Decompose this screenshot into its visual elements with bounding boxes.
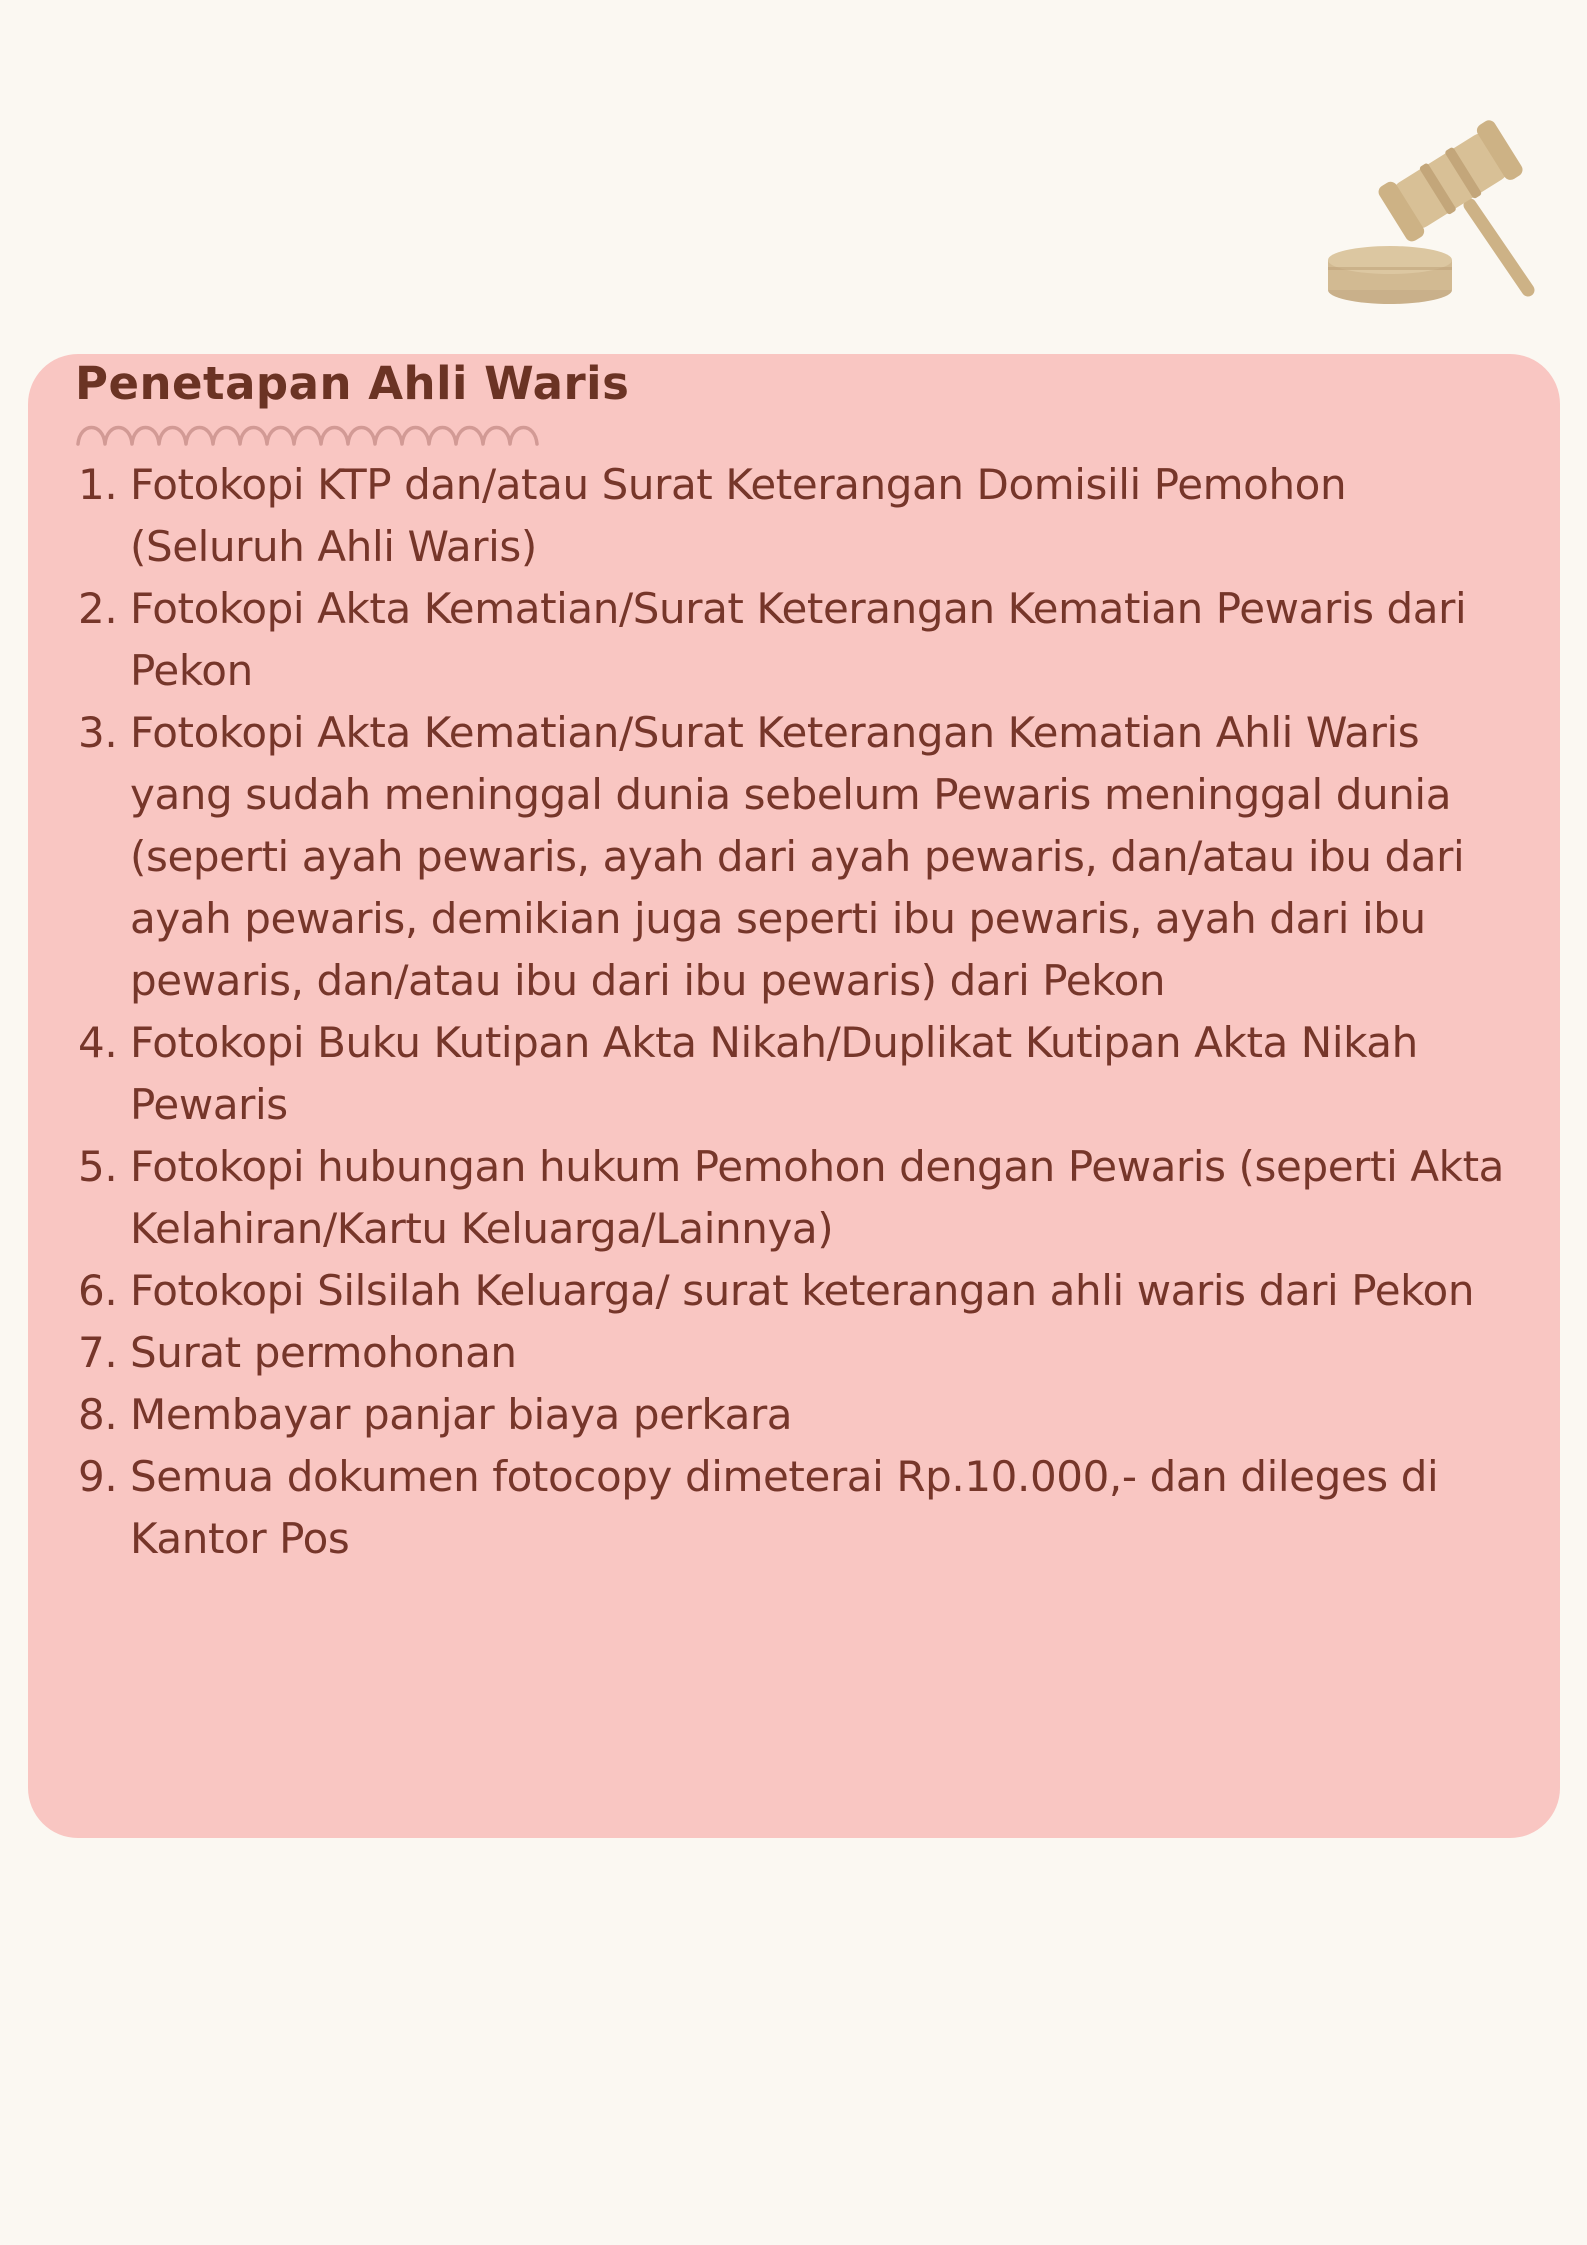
item-number: 2. [78, 584, 118, 633]
item-number: 7. [78, 1328, 118, 1377]
item-text: Fotokopi Akta Kematian/Surat Keterangan Kematian Ahli Waris yang sudah meninggal dunia sebelum Pewaris meninggal dunia (seperti ayah pewaris, ayah dari ayah pewaris, dan/atau ibu dari ayah pewaris, demikian juga seperti ibu pewaris, ayah dari ibu pewaris, dan/atau ibu dari ibu pewaris) dari Pekon [130, 708, 1465, 1005]
list-item [78, 1260, 1528, 1322]
item-number: 6. [78, 1266, 118, 1315]
requirements-list [78, 454, 1528, 1570]
list-item [78, 1384, 1528, 1446]
list-item [78, 454, 1528, 578]
item-number: 8. [78, 1390, 118, 1439]
item-number: 3. [78, 708, 118, 757]
gavel-icon [1320, 105, 1540, 325]
item-number: 1. [78, 460, 118, 509]
item-number: 5. [78, 1142, 118, 1191]
item-text: Fotokopi hubungan hukum Pemohon dengan Pewaris (seperti Akta Kelahiran/Kartu Keluarga/Lainnya) [130, 1142, 1504, 1253]
list-item [78, 1446, 1528, 1570]
item-text: Surat permohonan [130, 1328, 517, 1377]
item-text: Fotokopi Buku Kutipan Akta Nikah/Duplikat Kutipan Akta Nikah Pewaris [130, 1018, 1418, 1129]
list-item [78, 1012, 1528, 1136]
item-text: Fotokopi Akta Kematian/Surat Keterangan Kematian Pewaris dari Pekon [130, 584, 1467, 695]
list-item [78, 1136, 1528, 1260]
squiggle-underline [74, 418, 544, 450]
item-text: Fotokopi Silsilah Keluarga/ surat keterangan ahli waris dari Pekon [130, 1266, 1475, 1315]
item-text: Fotokopi KTP dan/atau Surat Keterangan Domisili Pemohon (Seluruh Ahli Waris) [130, 460, 1347, 571]
item-number: 9. [78, 1452, 118, 1501]
list-item [78, 578, 1528, 702]
list-item [78, 702, 1528, 1012]
item-text: Membayar panjar biaya perkara [130, 1390, 793, 1439]
list-item [78, 1322, 1528, 1384]
page-title: Penetapan Ahli Waris [75, 357, 630, 410]
item-number: 4. [78, 1018, 118, 1067]
item-text: Semua dokumen fotocopy dimeterai Rp.10.000,- dan dileges di Kantor Pos [130, 1452, 1439, 1563]
